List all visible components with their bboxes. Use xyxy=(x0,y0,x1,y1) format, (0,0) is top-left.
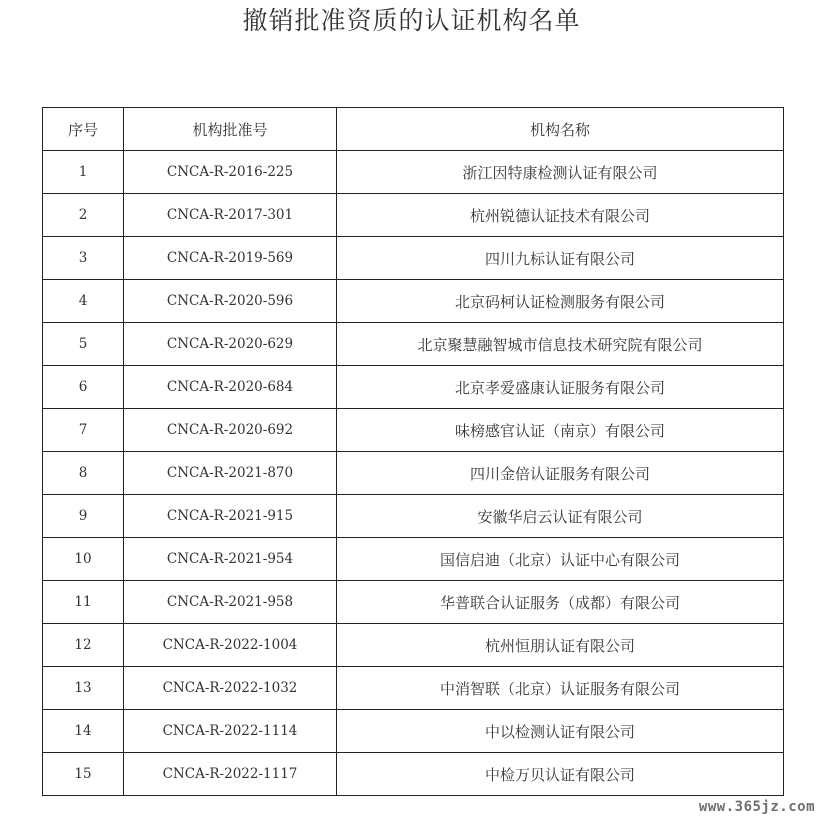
site-watermark: www.365jz.com xyxy=(698,799,815,815)
institution-name-cell: 北京聚慧融智城市信息技术研究院有限公司 xyxy=(337,323,784,366)
approval-number-cell: CNCA-R-2022-1117 xyxy=(124,753,337,796)
serial-number-cell: 14 xyxy=(43,710,124,753)
institution-name-cell: 杭州恒朋认证有限公司 xyxy=(337,624,784,667)
serial-number-cell: 11 xyxy=(43,581,124,624)
approval-number-cell: CNCA-R-2016-225 xyxy=(124,151,337,194)
table-row xyxy=(43,280,784,323)
institution-name-cell: 安徽华启云认证有限公司 xyxy=(337,495,784,538)
table-row xyxy=(43,667,784,710)
approval-number-cell: CNCA-R-2020-596 xyxy=(124,280,337,323)
serial-number-cell: 15 xyxy=(43,753,124,796)
approval-number-cell: CNCA-R-2022-1004 xyxy=(124,624,337,667)
approval-number-cell: CNCA-R-2021-870 xyxy=(124,452,337,495)
serial-number-cell: 9 xyxy=(43,495,124,538)
approval-number-cell: CNCA-R-2020-629 xyxy=(124,323,337,366)
approval-number-cell: CNCA-R-2022-1114 xyxy=(124,710,337,753)
table-header-row xyxy=(43,108,784,151)
approval-number-cell: CNCA-R-2020-684 xyxy=(124,366,337,409)
serial-number-cell: 13 xyxy=(43,667,124,710)
institution-name-cell: 北京孝爱盛康认证服务有限公司 xyxy=(337,366,784,409)
institution-name-cell: 北京码柯认证检测服务有限公司 xyxy=(337,280,784,323)
serial-number-cell: 7 xyxy=(43,409,124,452)
column-header-approval-number: 机构批准号 xyxy=(124,108,337,151)
approval-number-cell: CNCA-R-2021-958 xyxy=(124,581,337,624)
table-row xyxy=(43,495,784,538)
approval-number-cell: CNCA-R-2021-954 xyxy=(124,538,337,581)
approval-number-cell: CNCA-R-2019-569 xyxy=(124,237,337,280)
approval-number-cell: CNCA-R-2017-301 xyxy=(124,194,337,237)
institution-name-cell: 杭州锐德认证技术有限公司 xyxy=(337,194,784,237)
serial-number-cell: 8 xyxy=(43,452,124,495)
institution-name-cell: 味榜感官认证（南京）有限公司 xyxy=(337,409,784,452)
institution-name-cell: 中检万贝认证有限公司 xyxy=(337,753,784,796)
table-row xyxy=(43,237,784,280)
table-row xyxy=(43,366,784,409)
serial-number-cell: 5 xyxy=(43,323,124,366)
institution-name-cell: 四川金倍认证服务有限公司 xyxy=(337,452,784,495)
institution-name-cell: 中消智联（北京）认证服务有限公司 xyxy=(337,667,784,710)
institution-table xyxy=(42,107,784,796)
table-row xyxy=(43,624,784,667)
table-body xyxy=(43,151,784,796)
serial-number-cell: 3 xyxy=(43,237,124,280)
institution-name-cell: 中以检测认证有限公司 xyxy=(337,710,784,753)
table-row xyxy=(43,581,784,624)
institution-name-cell: 国信启迪（北京）认证中心有限公司 xyxy=(337,538,784,581)
table-row xyxy=(43,710,784,753)
table-row xyxy=(43,194,784,237)
institution-name-cell: 华普联合认证服务（成都）有限公司 xyxy=(337,581,784,624)
serial-number-cell: 4 xyxy=(43,280,124,323)
table-row xyxy=(43,452,784,495)
institution-name-cell: 四川九标认证有限公司 xyxy=(337,237,784,280)
table-row xyxy=(43,409,784,452)
table-row xyxy=(43,151,784,194)
column-header-serial: 序号 xyxy=(43,108,124,151)
table-row xyxy=(43,323,784,366)
serial-number-cell: 2 xyxy=(43,194,124,237)
serial-number-cell: 1 xyxy=(43,151,124,194)
table-row xyxy=(43,753,784,796)
table-row xyxy=(43,538,784,581)
approval-number-cell: CNCA-R-2021-915 xyxy=(124,495,337,538)
approval-number-cell: CNCA-R-2020-692 xyxy=(124,409,337,452)
page-title: 撤销批准资质的认证机构名单 xyxy=(242,6,581,35)
serial-number-cell: 10 xyxy=(43,538,124,581)
column-header-institution-name: 机构名称 xyxy=(337,108,784,151)
serial-number-cell: 12 xyxy=(43,624,124,667)
serial-number-cell: 6 xyxy=(43,366,124,409)
institution-name-cell: 浙江因特康检测认证有限公司 xyxy=(337,151,784,194)
approval-number-cell: CNCA-R-2022-1032 xyxy=(124,667,337,710)
